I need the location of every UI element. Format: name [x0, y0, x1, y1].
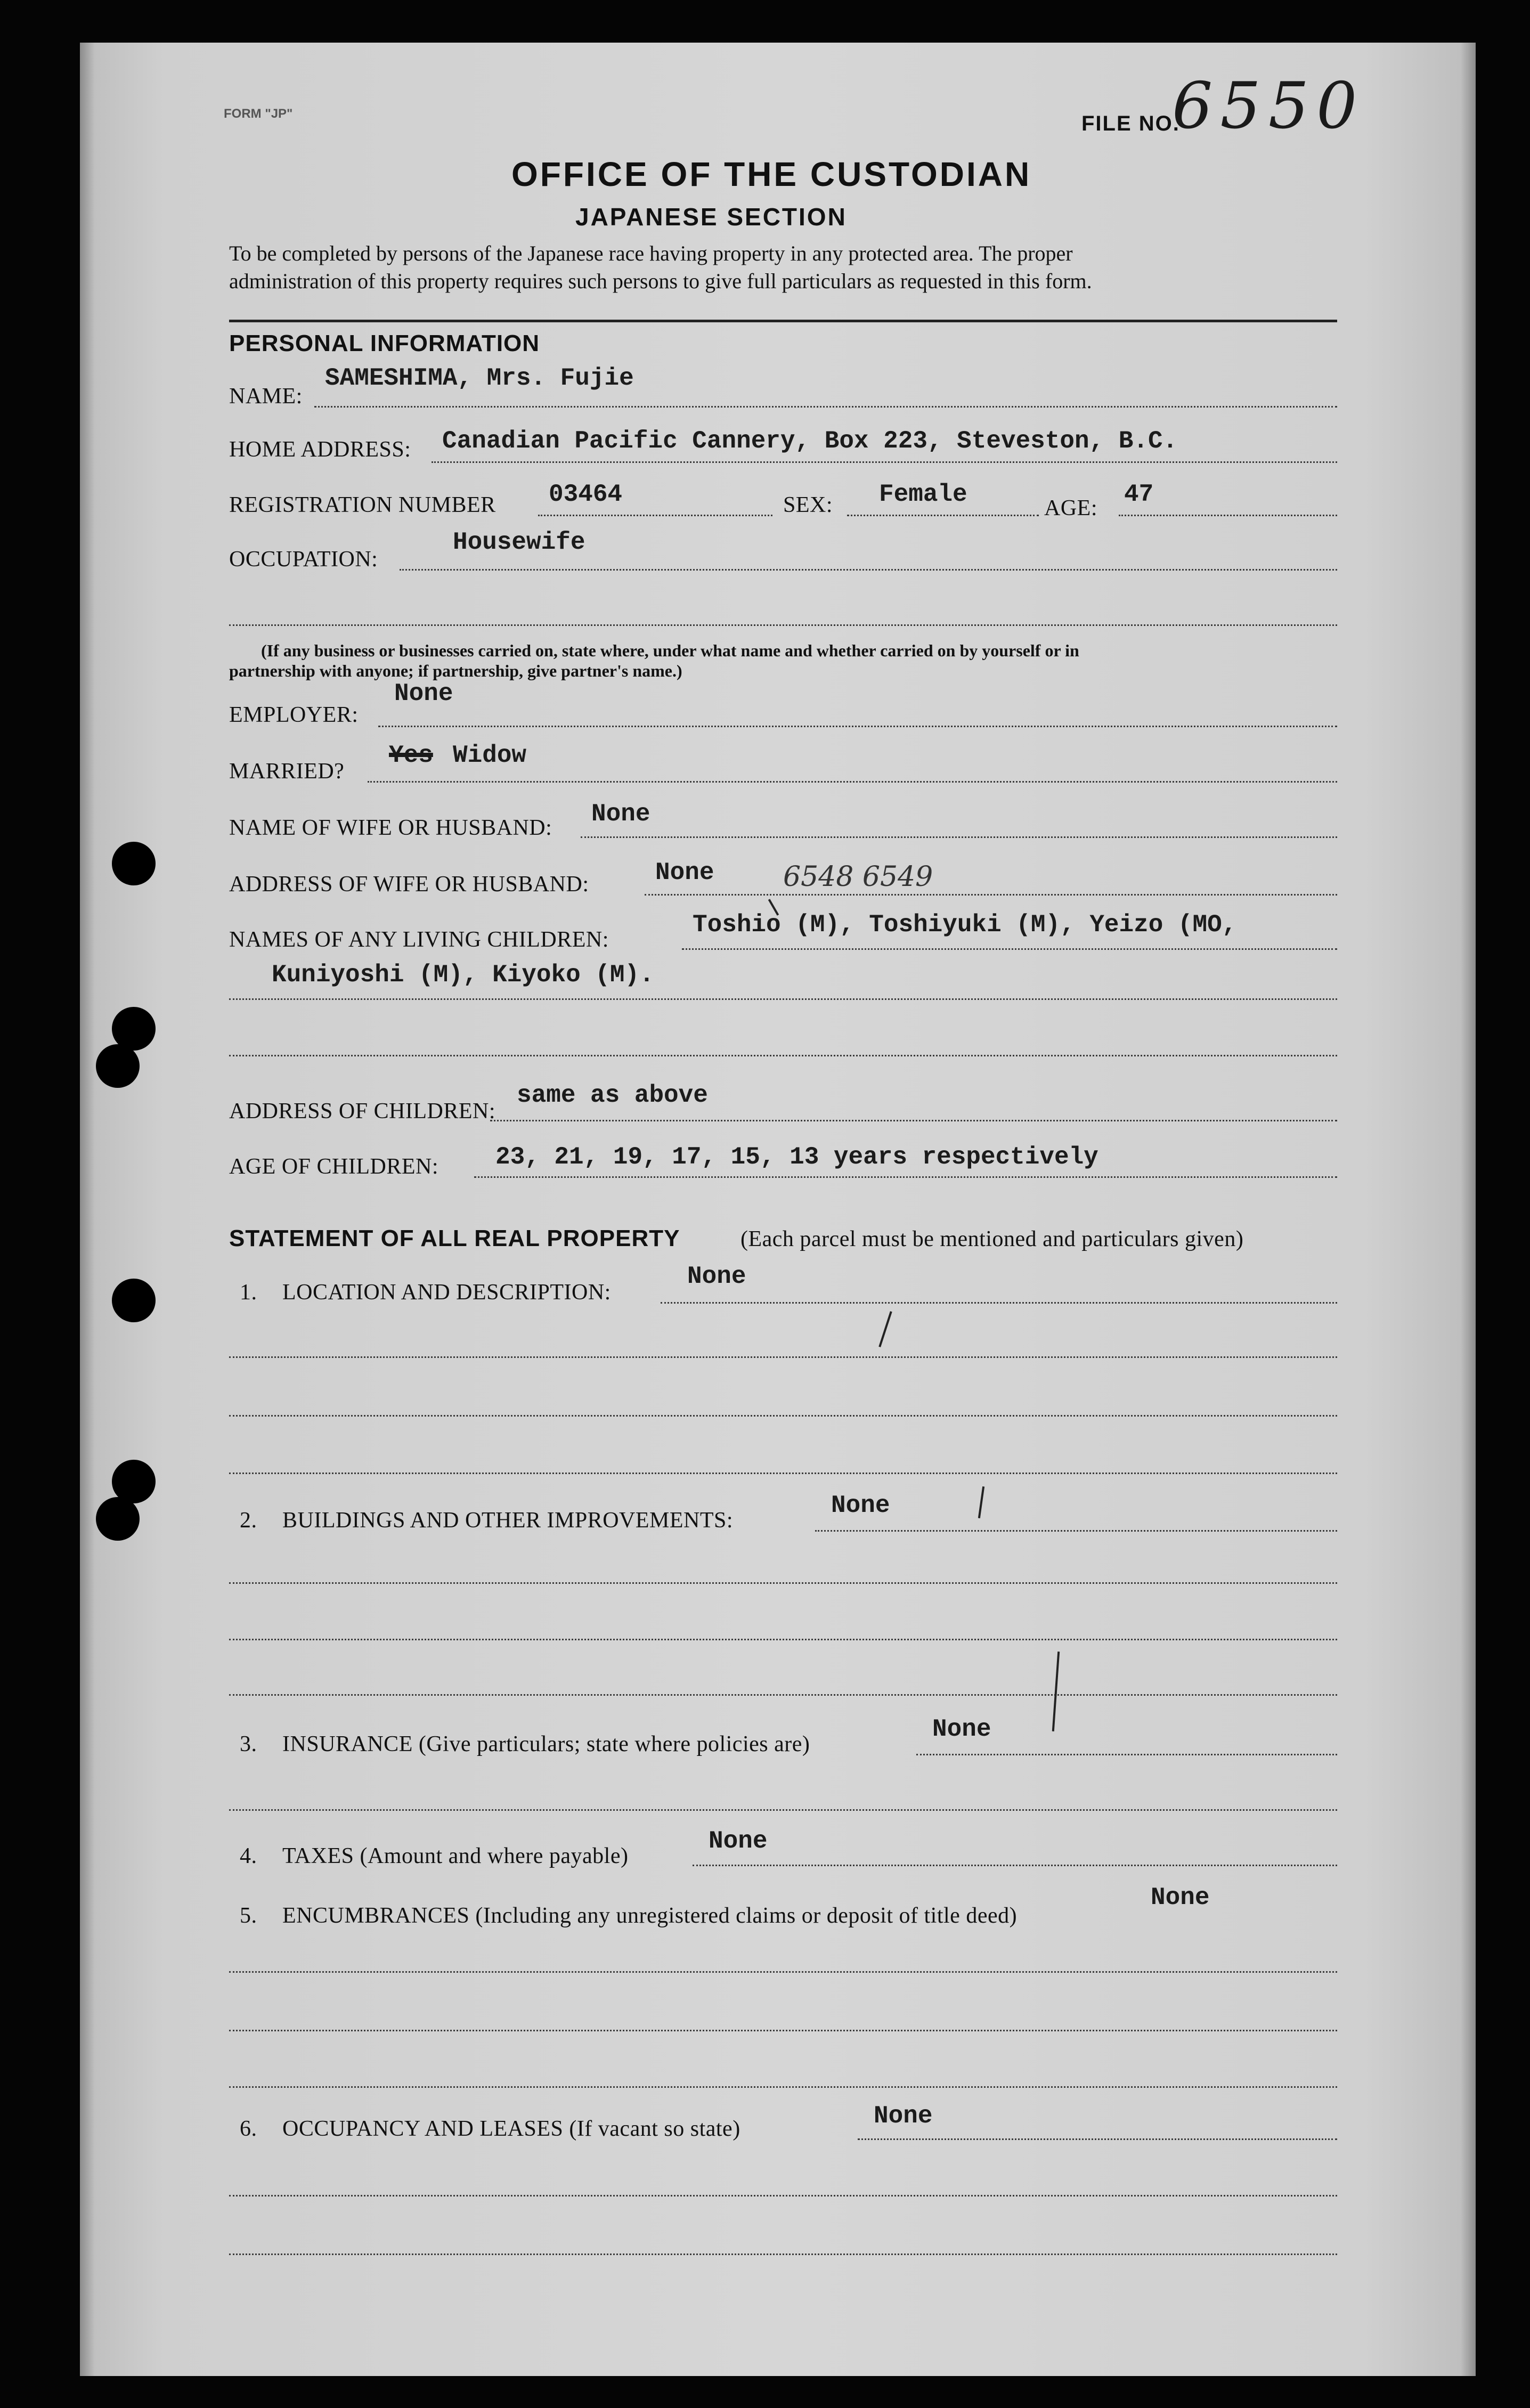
item-3-field: None: [932, 1715, 991, 1743]
employer-field: None: [394, 680, 453, 707]
registration-line: [538, 515, 772, 516]
married-label: MARRIED?: [229, 759, 345, 784]
item-3-label: INSURANCE (Give particulars; state where policies are): [282, 1732, 810, 1756]
sex-label: SEX:: [783, 493, 833, 517]
occupation-extra-line: [229, 624, 1337, 626]
children-label: NAMES OF ANY LIVING CHILDREN:: [229, 928, 609, 952]
children-field-line-1: Toshio (M), Toshiyuki (M), Yeizo (MO,: [693, 911, 1237, 939]
item-2-line-3: [229, 1639, 1337, 1640]
item-4-label: TAXES (Amount and where payable): [282, 1844, 629, 1868]
employer-line: [378, 726, 1337, 727]
punch-hole: [112, 842, 156, 885]
spouse-address-line: [645, 894, 1337, 896]
item-1-line-2: [229, 1356, 1337, 1358]
age-field: 47: [1124, 481, 1154, 508]
children-address-line: [490, 1120, 1337, 1121]
form-code: FORM "JP": [224, 107, 293, 121]
name-field: SAMESHIMA, Mrs. Fujie: [325, 364, 634, 392]
business-note-line-2: partnership with anyone; if partnership, give partner's name.): [229, 661, 682, 680]
spouse-address-field: None: [655, 859, 714, 886]
punch-hole: [96, 1497, 140, 1541]
business-note-line-1: (If any business or businesses carried on, state where, under what name and whether carried on by yourself or in: [261, 641, 1079, 660]
page-edge-shadow: [1461, 43, 1476, 2376]
item-5-line-3: [229, 2030, 1337, 2031]
item-1-label: LOCATION AND DESCRIPTION:: [282, 1280, 611, 1305]
registration-label: REGISTRATION NUMBER: [229, 493, 496, 517]
item-2-label: BUILDINGS AND OTHER IMPROVEMENTS:: [282, 1508, 734, 1533]
occupation-label: OCCUPATION:: [229, 547, 378, 572]
real-property-note: (Each parcel must be mentioned and particulars given): [740, 1227, 1244, 1251]
item-5-label: ENCUMBRANCES (Including any unregistered claims or deposit of title deed): [282, 1903, 1018, 1928]
item-6-line-2: [229, 2195, 1337, 2197]
married-line: [368, 781, 1337, 783]
home-address-field: Canadian Pacific Cannery, Box 223, Steveston, B.C.: [442, 427, 1178, 455]
age-line: [1119, 515, 1337, 516]
file-number: 6550: [1172, 69, 1365, 143]
item-2-line: [815, 1530, 1337, 1532]
item-1-field: None: [687, 1263, 746, 1290]
occupation-field: Housewife: [453, 528, 585, 556]
age-label: AGE:: [1044, 496, 1097, 520]
intro-line-2: administration of this property requires such persons to give full particulars as requested in this form.: [229, 269, 1092, 293]
intro-line-1: To be completed by persons of the Japanese race having property in any protected area. The proper: [229, 241, 1073, 265]
item-2-number: 2.: [240, 1508, 257, 1533]
home-address-label: HOME ADDRESS:: [229, 437, 411, 462]
item-4-line: [693, 1865, 1337, 1866]
personal-info-heading: PERSONAL INFORMATION: [229, 330, 540, 356]
item-6-field: None: [874, 2102, 933, 2130]
name-line: [314, 406, 1337, 408]
item-4-number: 4.: [240, 1844, 257, 1868]
item-5-number: 5.: [240, 1903, 257, 1928]
item-4-field: None: [709, 1827, 768, 1855]
punch-hole: [112, 1279, 156, 1322]
children-address-label: ADDRESS OF CHILDREN:: [229, 1099, 496, 1124]
children-age-label: AGE OF CHILDREN:: [229, 1154, 438, 1179]
children-age-line: [474, 1176, 1337, 1178]
form-page: [80, 43, 1476, 2376]
children-line-2: [229, 998, 1337, 1000]
children-line-3: [229, 1055, 1337, 1056]
registration-field: 03464: [549, 481, 623, 508]
children-field-line-2: Kuniyoshi (M), Kiyoko (M).: [272, 961, 654, 989]
file-number-label: FILE NO.: [1081, 112, 1180, 135]
item-3-number: 3.: [240, 1732, 257, 1756]
item-5-line-2: [229, 1971, 1337, 1973]
item-1-line-3: [229, 1415, 1337, 1417]
item-1-number: 1.: [240, 1280, 257, 1305]
sex-line: [847, 515, 1039, 516]
check-mark: [878, 1311, 892, 1347]
item-1-line-4: [229, 1473, 1337, 1474]
item-3-line: [916, 1754, 1337, 1755]
item-6-number: 6.: [240, 2117, 257, 2141]
children-address-field: same as above: [517, 1081, 708, 1109]
page-subtitle: JAPANESE SECTION: [575, 203, 847, 231]
spouse-name-field: None: [591, 800, 650, 828]
name-label: NAME:: [229, 384, 303, 409]
married-struck-text: Yes: [389, 742, 433, 769]
check-mark: [978, 1486, 984, 1518]
item-6-line: [858, 2138, 1337, 2140]
real-property-heading: STATEMENT OF ALL REAL PROPERTY: [229, 1225, 680, 1251]
spouse-name-line: [581, 836, 1337, 838]
check-mark: [1052, 1652, 1060, 1731]
item-5-field: None: [1151, 1884, 1210, 1911]
item-1-line: [661, 1302, 1337, 1304]
spouse-address-label: ADDRESS OF WIFE OR HUSBAND:: [229, 872, 589, 897]
item-6-line-3: [229, 2254, 1337, 2255]
children-line-1: [682, 948, 1337, 950]
home-address-line: [432, 461, 1337, 463]
married-field: Widow: [453, 742, 527, 769]
children-file-numbers-handwritten: 6548 6549: [783, 861, 933, 893]
occupation-line: [400, 569, 1337, 571]
item-6-label: OCCUPANCY AND LEASES (If vacant so state): [282, 2117, 740, 2141]
item-2-line-4: [229, 1694, 1337, 1696]
sex-field: Female: [879, 481, 967, 508]
item-5-line-4: [229, 2086, 1337, 2088]
item-3-line-2: [229, 1809, 1337, 1811]
employer-label: EMPLOYER:: [229, 703, 359, 727]
item-2-line-2: [229, 1582, 1337, 1584]
page-edge-shadow: [80, 43, 95, 2376]
punch-hole: [96, 1044, 140, 1088]
children-age-field: 23, 21, 19, 17, 15, 13 years respectively: [495, 1143, 1098, 1171]
page-title: OFFICE OF THE CUSTODIAN: [511, 155, 1032, 193]
header-rule: [229, 320, 1337, 322]
spouse-name-label: NAME OF WIFE OR HUSBAND:: [229, 816, 552, 840]
item-2-field: None: [831, 1492, 890, 1519]
